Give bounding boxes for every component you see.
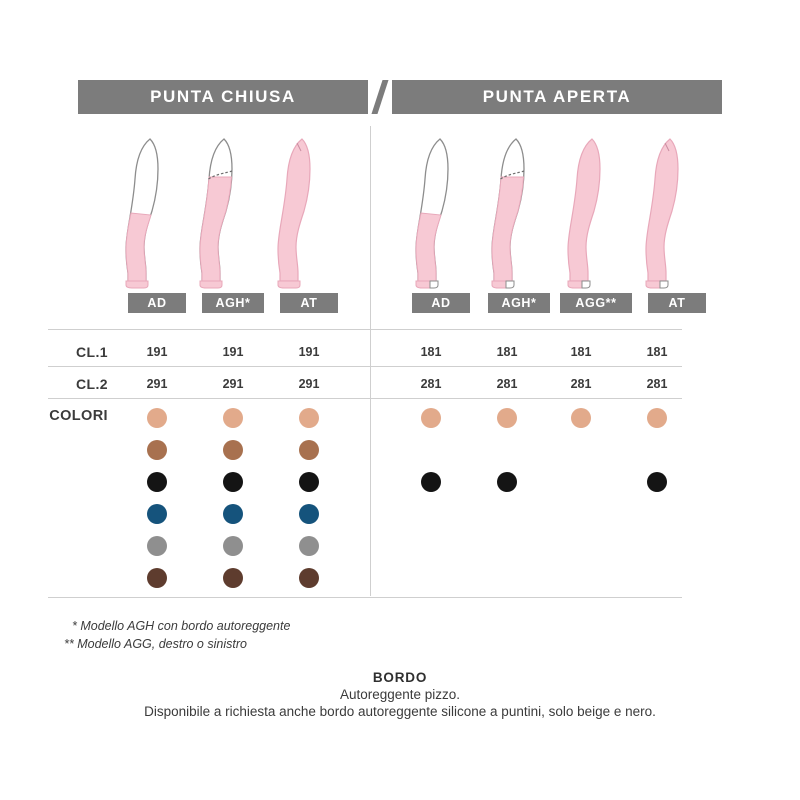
cell-cl2-ad-open: 281: [420, 377, 442, 391]
color-swatch-AGH-aperta-beige: [497, 408, 517, 428]
table-line-top: [48, 329, 682, 330]
color-swatch-AT-chiusa-beige: [299, 408, 319, 428]
color-swatch-AGH-chiusa-blue: [223, 504, 243, 524]
cell-cl2-agh-closed: 291: [222, 377, 244, 391]
cell-cl1-ad-open: 181: [420, 345, 442, 359]
color-swatch-AD-chiusa-black: [147, 472, 167, 492]
cell-cl1-agg-open: 181: [570, 345, 592, 359]
color-swatch-AD-chiusa-grey: [147, 536, 167, 556]
color-swatch-AD-chiusa-beige: [147, 408, 167, 428]
model-label-agg-open: AGG**: [560, 293, 632, 313]
color-swatch-AT-chiusa-caramel: [299, 440, 319, 460]
color-swatch-AGH-chiusa-caramel: [223, 440, 243, 460]
color-swatch-AT-aperta-black: [647, 472, 667, 492]
model-label-ad-open: AD: [412, 293, 470, 313]
cell-cl2-at-open: 281: [646, 377, 668, 391]
figure-ad-open: [400, 135, 474, 290]
model-label-at-closed: AT: [280, 293, 338, 313]
row-label-cl2: CL.2: [76, 376, 108, 392]
table-line-cl2: [48, 398, 682, 399]
model-label-ad-closed: AD: [128, 293, 186, 313]
color-swatch-AGH-chiusa-brown: [223, 568, 243, 588]
color-swatch-AD-chiusa-brown: [147, 568, 167, 588]
figures-row: [110, 135, 720, 290]
cell-cl2-ad-closed: 291: [146, 377, 168, 391]
cell-cl1-agh-open: 181: [496, 345, 518, 359]
color-swatch-AT-chiusa-grey: [299, 536, 319, 556]
color-swatch-AGH-chiusa-grey: [223, 536, 243, 556]
model-label-at-open: AT: [648, 293, 706, 313]
figure-agh-closed: [184, 135, 258, 290]
footer-block: [0, 670, 800, 719]
slash-divider-icon: [368, 80, 392, 114]
note-agh: * Modello AGH con bordo autoreggente: [72, 619, 291, 633]
figure-at-closed: [262, 135, 336, 290]
cell-cl2-at-closed: 291: [298, 377, 320, 391]
note-agg: ** Modello AGG, destro o sinistro: [64, 637, 247, 651]
color-swatch-AD-chiusa-caramel: [147, 440, 167, 460]
color-swatch-AGH-chiusa-black: [223, 472, 243, 492]
cell-cl1-agh-closed: 191: [222, 345, 244, 359]
color-swatch-AT-aperta-beige: [647, 408, 667, 428]
cell-cl2-agh-open: 281: [496, 377, 518, 391]
cell-cl1-ad-closed: 191: [146, 345, 168, 359]
footer-title: BORDO: [372, 670, 428, 685]
figure-ad-closed: [110, 135, 184, 290]
color-swatch-AT-chiusa-black: [299, 472, 319, 492]
color-swatch-AGH-aperta-black: [497, 472, 517, 492]
table-line-cl1: [48, 366, 682, 367]
model-label-agh-closed: AGH*: [202, 293, 264, 313]
footer-line-2: Disponibile a richiesta anche bordo autoreggente silicone a puntini, solo beige e nero.: [144, 704, 656, 719]
color-swatch-AT-chiusa-brown: [299, 568, 319, 588]
cell-cl1-at-open: 181: [646, 345, 668, 359]
footer-line-1: Autoreggente pizzo.: [339, 687, 461, 702]
color-swatch-AD-aperta-beige: [421, 408, 441, 428]
header-punta-aperta: PUNTA APERTA: [392, 80, 722, 114]
cell-cl1-at-closed: 191: [298, 345, 320, 359]
color-swatch-AGG-aperta-beige: [571, 408, 591, 428]
row-label-colori: COLORI: [49, 408, 108, 424]
figure-agh-open: [476, 135, 550, 290]
color-swatch-AD-aperta-black: [421, 472, 441, 492]
model-label-agh-open: AGH*: [488, 293, 550, 313]
color-swatch-AT-chiusa-blue: [299, 504, 319, 524]
color-swatch-AD-chiusa-blue: [147, 504, 167, 524]
table-line-bottom: [48, 597, 682, 598]
figure-agg-open: [552, 135, 626, 290]
header-punta-chiusa: PUNTA CHIUSA: [78, 80, 368, 114]
row-label-cl1: CL.1: [76, 344, 108, 360]
model-labels-row: [110, 293, 720, 313]
header-bars: [78, 80, 722, 114]
color-swatch-AGH-chiusa-beige: [223, 408, 243, 428]
figure-at-open: [630, 135, 704, 290]
cell-cl2-agg-open: 281: [570, 377, 592, 391]
